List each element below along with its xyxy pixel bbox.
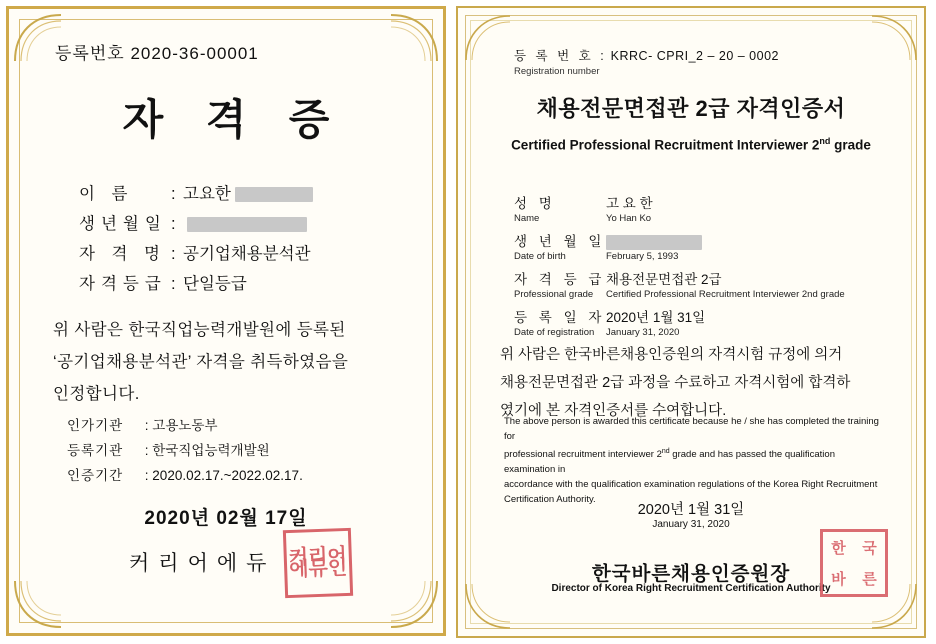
fields-left	[79, 179, 313, 299]
issue-date-left: 2020년 02월 17일	[144, 508, 308, 529]
fields-right	[514, 192, 874, 344]
certificate-title-left: 자 격 증	[122, 98, 346, 144]
field-label: 자격등급	[79, 275, 167, 293]
corner-ornament-icon	[460, 10, 514, 64]
meta-colon: :	[144, 468, 149, 483]
field-label: 성 명	[514, 196, 556, 211]
field-colon: :	[171, 215, 176, 233]
registration-number-value: 2020-36-00001	[130, 44, 259, 63]
field-label-en: Professional grade	[514, 289, 594, 301]
field-subrow	[514, 289, 874, 300]
title-en-sup: nd	[819, 136, 831, 146]
registration-number-value: KRRC- CPRI_2 – 20 – 0002	[610, 49, 779, 63]
body-line: 인정합니다.	[53, 385, 140, 403]
field-label-en: Date of registration	[514, 327, 595, 339]
body-en-2a: professional recruitment interviewer 2	[504, 449, 662, 461]
field-value-en: Certified Professional Recruitment Interviewer 2nd grade	[606, 289, 845, 301]
body-text-right	[500, 341, 890, 425]
field-row	[79, 239, 313, 269]
seal-char: 국	[862, 540, 877, 557]
field-value: 2020년 1월 31일	[606, 310, 706, 326]
field-value-en: February 5, 1993	[606, 251, 679, 263]
field-value: 공기업채용분석관	[183, 245, 311, 263]
field-row	[514, 230, 874, 250]
meta-value: 한국직업능력개발원	[152, 443, 270, 458]
seal-char: 한	[831, 540, 846, 557]
body-line-en	[504, 444, 880, 477]
title-en-pre: Certified Professional Recruitment Interviewer 2	[511, 137, 820, 153]
corner-ornament-icon	[868, 10, 922, 64]
meta-row	[67, 438, 303, 463]
registration-number-right	[514, 46, 779, 64]
registration-number-label: 등 록 번 호 :	[514, 49, 607, 63]
issuer-right-en: Director of Korea Right Recruitment Certification Authority	[551, 583, 831, 594]
field-value-en: January 31, 2020	[606, 327, 680, 339]
field-row	[514, 268, 874, 288]
field-row	[79, 209, 313, 239]
meta-value: 2020.02.17.~2022.02.17.	[152, 468, 303, 483]
field-colon: :	[171, 275, 176, 293]
body-line-en: Certification Authority.	[504, 494, 596, 506]
registration-number-left	[55, 39, 259, 64]
body-text-right-en	[504, 414, 880, 507]
body-line: ‘공기업채용분석관’ 자격을 취득하였음을	[53, 353, 349, 371]
body-line: 위 사람은 한국바른채용인증원의 자격시험 규정에 의거	[500, 347, 843, 363]
body-text-left	[53, 314, 403, 410]
meta-label: 인증기간	[67, 468, 124, 483]
field-label: 등 록 일 자	[514, 310, 606, 326]
field-label-en: Date of birth	[514, 251, 566, 263]
field-value: 채용전문면접관 2급	[606, 272, 722, 288]
body-line: 였기에 본 자격인증서를 수여합니다.	[500, 403, 727, 419]
field-row	[514, 192, 874, 212]
field-value: 단일등급	[183, 275, 247, 293]
meta-value: 고용노동부	[152, 418, 218, 433]
field-label-en: Name	[514, 213, 540, 224]
field-colon: :	[171, 245, 176, 263]
field-subrow	[514, 327, 874, 338]
meta-colon: :	[144, 418, 149, 433]
field-subrow	[514, 251, 874, 262]
certificate-title-right: 채용전문면접관 2급 자격인증서	[536, 96, 846, 121]
meta-label: 인가기관	[67, 418, 124, 433]
field-subrow	[514, 213, 874, 224]
issue-date-right-en: January 31, 2020	[652, 519, 730, 530]
field-label: 생 년 월 일	[514, 234, 606, 249]
title-en-post: grade	[830, 137, 871, 153]
corner-ornament-icon	[387, 577, 441, 631]
official-seal-right	[820, 529, 888, 597]
field-row	[79, 269, 313, 299]
redaction-bar	[187, 217, 307, 232]
body-en-2b: grade and has passed the qualification examination in	[504, 449, 835, 476]
meta-left	[67, 413, 303, 488]
body-line: 채용전문면접관 2급 과정을 수료하고 자격시험에 합격하	[500, 375, 851, 391]
field-row	[79, 179, 313, 209]
certificate-left	[6, 6, 446, 636]
issuer-right: 한국바른채용인증원장	[591, 563, 791, 585]
field-label: 자 격 등 급	[514, 272, 606, 288]
body-line-en: accordance with the qualification examination regulations of the Korea Right Recruitment	[504, 479, 878, 491]
registration-number-label-en: Registration number	[514, 66, 600, 77]
field-label: 이 름	[79, 185, 134, 203]
registration-number-label: 등록번호	[55, 44, 125, 63]
body-en-2sup: nd	[661, 448, 670, 455]
meta-colon: :	[144, 443, 149, 458]
field-colon: :	[171, 185, 176, 203]
meta-row	[67, 463, 303, 488]
corner-ornament-icon	[11, 577, 65, 631]
certificate-right	[456, 6, 926, 638]
body-line: 위 사람은 한국직업능력개발원에 등록된	[53, 321, 346, 339]
field-value: 고 요 한	[606, 196, 653, 211]
seal-text: 커리어에듀인	[288, 544, 348, 582]
certificate-title-right-en	[458, 136, 924, 153]
redaction-bar	[606, 235, 702, 250]
body-line-en: The above person is awarded this certificate because he / she has completed the training for	[504, 416, 879, 442]
field-label: 자 격 명	[79, 245, 166, 263]
issuer-left: 커리어에듀	[129, 552, 276, 575]
corner-ornament-icon	[387, 11, 441, 65]
seal-char: 른	[862, 571, 877, 588]
issue-date-right: 2020년 1월 31일	[637, 502, 745, 518]
field-label: 생년월일	[79, 215, 167, 233]
field-value: 고요한	[183, 185, 231, 203]
meta-label: 등록기관	[67, 443, 124, 458]
field-value-en: Yo Han Ko	[606, 213, 652, 224]
redaction-bar	[235, 187, 313, 202]
official-seal-left	[283, 528, 353, 598]
field-row	[514, 306, 874, 326]
meta-row	[67, 413, 303, 438]
seal-char: 바	[831, 571, 846, 588]
